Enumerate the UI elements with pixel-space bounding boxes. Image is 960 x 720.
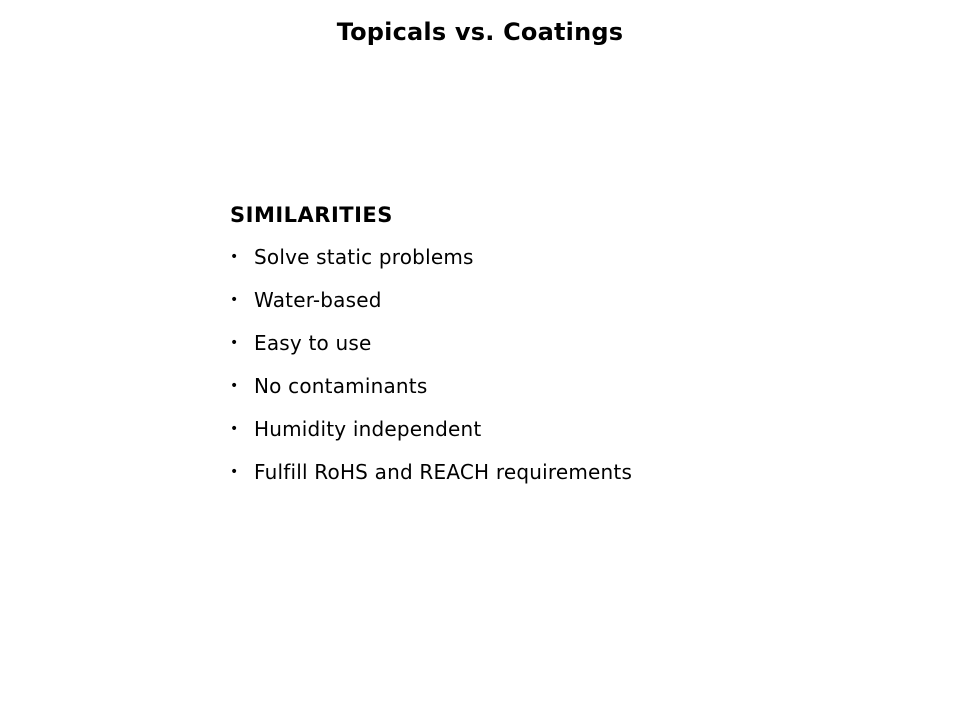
list-item-text: Humidity independent [254,417,482,441]
bullet-icon: • [230,292,239,308]
list-item-text: Solve static problems [254,245,474,269]
bullet-icon: • [230,464,239,480]
slide-title: Topicals vs. Coatings [336,18,624,46]
similarities-section [230,200,830,500]
list-item [230,285,830,315]
list-item [230,242,830,272]
list-item [230,414,830,444]
list-item [230,328,830,358]
list-item-text: Easy to use [254,331,372,355]
bullet-icon: • [230,335,239,351]
list-item [230,371,830,401]
list-item-text: No contaminants [254,374,428,398]
list-item-text: Water-based [254,288,382,312]
bullet-icon: • [230,421,239,437]
list-item-text: Fulfill RoHS and REACH requirements [254,460,633,484]
bullet-icon: • [230,249,239,265]
bullet-icon: • [230,378,239,394]
list-item [230,457,830,487]
bullet-list [230,242,830,487]
section-heading: SIMILARITIES [230,203,393,227]
